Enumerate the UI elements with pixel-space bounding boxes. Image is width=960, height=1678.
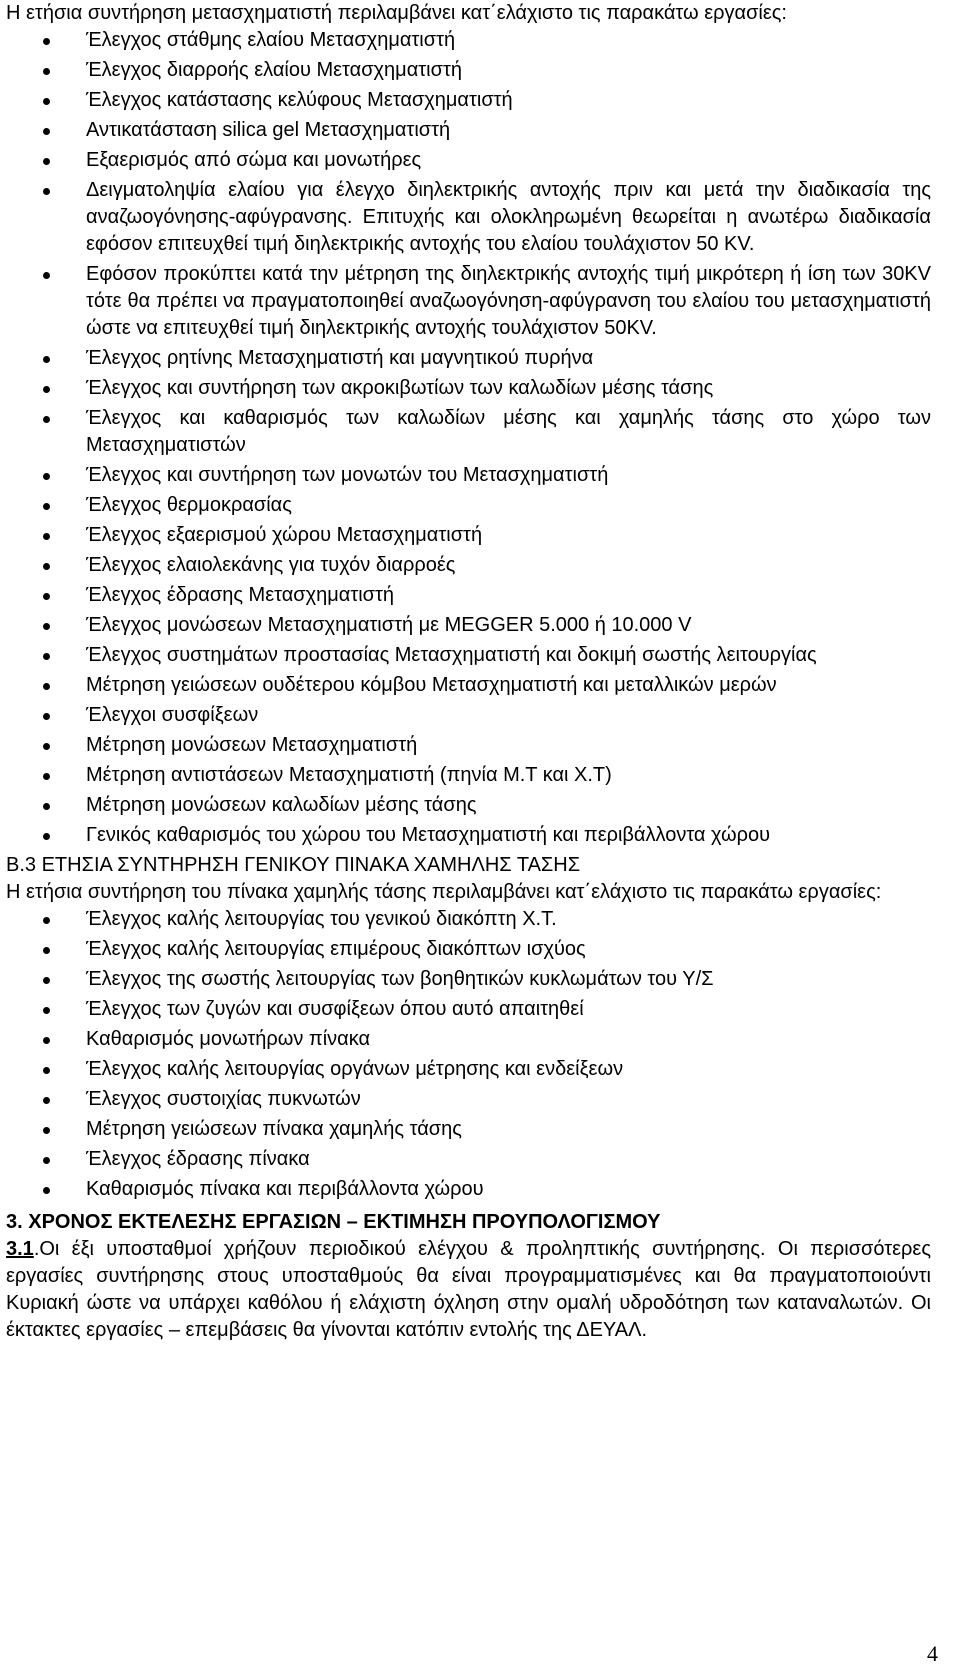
list-item [6, 642, 931, 669]
bullet-icon [43, 743, 50, 750]
list-item-text: Έλεγχος μονώσεων Μετασχηματιστή με MEGGER 5.000 ή 10.000 V [86, 614, 692, 636]
list-item-text: Έλεγχος καλής λειτουργίας επιμέρους διακόπτων ισχύος [86, 938, 586, 960]
list-item-text: Μέτρηση αντιστάσεων Μετασχηματιστή (πηνία Μ.Τ και Χ.Τ) [86, 764, 612, 786]
list-item [6, 822, 931, 849]
list-item-text: Έλεγχος έδρασης Μετασχηματιστή [86, 584, 395, 606]
list-item [6, 1026, 931, 1053]
bullet-icon [43, 1067, 50, 1074]
bullet-icon [43, 713, 50, 720]
list-item [6, 906, 931, 933]
list-item [6, 405, 931, 459]
list-item [6, 1176, 931, 1203]
bullet-icon [43, 947, 50, 954]
bullet-icon [43, 1037, 50, 1044]
list-item [6, 27, 931, 54]
list-item [6, 792, 931, 819]
list-item-text: Έλεγχος ρητίνης Μετασχηματιστή και μαγνητικού πυρήνα [86, 347, 594, 369]
list-item [6, 1086, 931, 1113]
bullet-icon [43, 473, 50, 480]
list-item [6, 612, 931, 639]
bullet-icon [43, 1157, 50, 1164]
section1-list [6, 27, 931, 849]
document-page [6, 0, 931, 1344]
bullet-icon [43, 653, 50, 660]
list-item-text: Έλεγχος και καθαρισμός των καλωδίων μέσης και χαμηλής τάσης στο χώρο των Μετασχηματιστών [86, 407, 931, 456]
bullet-icon [43, 683, 50, 690]
list-item [6, 462, 931, 489]
bullet-icon [43, 386, 50, 393]
bullet-icon [43, 416, 50, 423]
list-item-text: Έλεγχοι συσφίξεων [86, 704, 259, 726]
list-item [6, 936, 931, 963]
bullet-icon [43, 593, 50, 600]
bullet-icon [43, 68, 50, 75]
paragraph-text: .Οι έξι υποσταθμοί χρήζουν περιοδικού ελέγχου & προληπτικής συντήρησης. Οι περισσότερες εργασίες συντήρησης στους υποσταθμούς θα είναι προγραμματισμένες και θα πραγματοποιούντι Κυριακή ώστε να υπάρχει καθόλου ή ελάχιστη όχληση στην ομαλή υδροδότηση των καταναλωτών. Οι έκτακτες εργασίες – επεμβάσεις θα γίνονται κατόπιν εντολής της ΔΕΥΑΛ. [6, 1238, 931, 1341]
list-item-text: Έλεγχος θερμοκρασίας [86, 494, 292, 516]
bullet-icon [43, 356, 50, 363]
list-item-text: Καθαρισμός μονωτήρων πίνακα [86, 1028, 371, 1050]
list-item-text: Έλεγχος καλής λειτουργίας του γενικού διακόπτη Χ.Τ. [86, 908, 557, 930]
list-item-text: Γενικός καθαρισμός του χώρου του Μετασχηματιστή και περιβάλλοντα χώρου [86, 824, 771, 846]
bullet-icon [43, 623, 50, 630]
bullet-icon [43, 803, 50, 810]
bullet-icon [43, 833, 50, 840]
list-item-text: Έλεγχος της σωστής λειτουργίας των βοηθητικών κυκλωμάτων του Υ/Σ [86, 968, 714, 990]
list-item [6, 1056, 931, 1083]
list-item-text: Δειγματοληψία ελαίου για έλεγχο διηλεκτρικής αντοχής πριν και μετά την διαδικασία της αναζωογόνησης-αφύγρανσης. Επιτυχής και ολοκληρωμένη θεωρείται η ανωτέρω διαδικασία εφόσον επιτευχθεί τιμή διηλεκτρικής αντοχής του ελαίου τουλάχιστον 50 KV. [86, 179, 931, 255]
list-item-text: Μέτρηση μονώσεων καλωδίων μέσης τάσης [86, 794, 477, 816]
list-item-text: Μέτρηση γειώσεων πίνακα χαμηλής τάσης [86, 1118, 462, 1140]
bullet-icon [43, 158, 50, 165]
list-item [6, 87, 931, 114]
list-item [6, 552, 931, 579]
list-item-text: Εφόσον προκύπτει κατά την μέτρηση της διηλεκτρικής αντοχής τιμή μικρότερη ή ίση των 30KV τότε θα πρέπει να πραγματοποιηθεί αναζωογόνηση-αφύγρανση του ελαίου του μετασχηματιστή ώστε να επιτευχθεί τιμή διηλεκτρικής αντοχής τουλάχιστον 50KV. [86, 263, 931, 339]
list-item-text: Έλεγχος έδρασης πίνακα [86, 1148, 310, 1170]
list-item [6, 57, 931, 84]
list-item-text: Έλεγχος στάθμης ελαίου Μετασχηματιστή [86, 29, 456, 51]
list-item-text: Έλεγχος κατάστασης κελύφους Μετασχηματιστή [86, 89, 513, 111]
list-item [6, 1116, 931, 1143]
list-item-text: Έλεγχος των ζυγών και συσφίξεων όπου αυτό απαιτηθεί [86, 998, 584, 1020]
section2-list [6, 906, 931, 1203]
list-item-text: Έλεγχος ελαιολεκάνης για τυχόν διαρροές [86, 554, 456, 576]
list-item [6, 177, 931, 258]
section3-heading: 3. ΧΡΟΝΟΣ ΕΚΤΕΛΕΣΗΣ ΕΡΓΑΣΙΩΝ – ΕΚΤΙΜΗΣΗ ΠΡΟΥΠΟΛΟΓΙΣΜΟΥ [6, 1211, 661, 1233]
list-item [6, 732, 931, 759]
bullet-icon [43, 38, 50, 45]
bullet-icon [43, 1097, 50, 1104]
list-item-text: Εξαερισμός από σώμα και μονωτήρες [86, 149, 422, 171]
bullet-icon [43, 98, 50, 105]
list-item-text: Έλεγχος συστοιχίας πυκνωτών [86, 1088, 361, 1110]
list-item [6, 375, 931, 402]
list-item [6, 147, 931, 174]
list-item-text: Έλεγχος και συντήρηση των ακροκιβωτίων των καλωδίων μέσης τάσης [86, 377, 714, 399]
bullet-icon [43, 188, 50, 195]
section2-intro: Η ετήσια συντήρηση του πίνακα χαμηλής τάσης περιλαμβάνει κατ΄ελάχιστο τις παρακάτω εργασίες: [6, 881, 882, 903]
section2-heading: Β.3 ΕΤΗΣΙΑ ΣΥΝΤΗΡΗΣΗ ΓΕΝΙΚΟΥ ΠΙΝΑΚΑ ΧΑΜΗΛΗΣ ΤΑΣΗΣ [6, 854, 581, 876]
list-item [6, 492, 931, 519]
bullet-icon [43, 917, 50, 924]
bullet-icon [43, 1187, 50, 1194]
bullet-icon [43, 1127, 50, 1134]
list-item [6, 582, 931, 609]
list-item-text: Έλεγχος συστημάτων προστασίας Μετασχηματιστή και δοκιμή σωστής λειτουργίας [86, 644, 817, 666]
list-item-text: Αντικατάσταση silica gel Μετασχηματιστή [86, 119, 451, 141]
list-item-text: Μέτρηση γειώσεων ουδέτερου κόμβου Μετασχηματιστή και μεταλλικών μερών [86, 674, 777, 696]
section1-intro: Η ετήσια συντήρηση μετασχηματιστή περιλαμβάνει κατ΄ελάχιστο τις παρακάτω εργασίες: [6, 2, 787, 24]
list-item [6, 1146, 931, 1173]
bullet-icon [43, 1007, 50, 1014]
list-item-text: Έλεγχος διαρροής ελαίου Μετασχηματιστή [86, 59, 462, 81]
page-number: 4 [927, 1641, 938, 1666]
bullet-icon [43, 272, 50, 279]
bullet-icon [43, 977, 50, 984]
bullet-icon [43, 533, 50, 540]
list-item-text: Έλεγχος εξαερισμού χώρου Μετασχηματιστή [86, 524, 483, 546]
list-item [6, 261, 931, 342]
list-item [6, 522, 931, 549]
list-item [6, 996, 931, 1023]
list-item-text: Έλεγχος και συντήρηση των μονωτών του Μετασχηματιστή [86, 464, 609, 486]
bullet-icon [43, 128, 50, 135]
list-item [6, 966, 931, 993]
bullet-icon [43, 503, 50, 510]
list-item-text: Μέτρηση μονώσεων Μετασχηματιστή [86, 734, 418, 756]
section3-paragraph [6, 1236, 931, 1344]
list-item [6, 672, 931, 699]
paragraph-number: 3.1 [6, 1238, 34, 1260]
list-item [6, 345, 931, 372]
list-item [6, 117, 931, 144]
list-item-text: Έλεγχος καλής λειτουργίας οργάνων μέτρησης και ενδείξεων [86, 1058, 624, 1080]
list-item-text: Καθαρισμός πίνακα και περιβάλλοντα χώρου [86, 1178, 484, 1200]
list-item [6, 762, 931, 789]
list-item [6, 702, 931, 729]
bullet-icon [43, 773, 50, 780]
bullet-icon [43, 563, 50, 570]
